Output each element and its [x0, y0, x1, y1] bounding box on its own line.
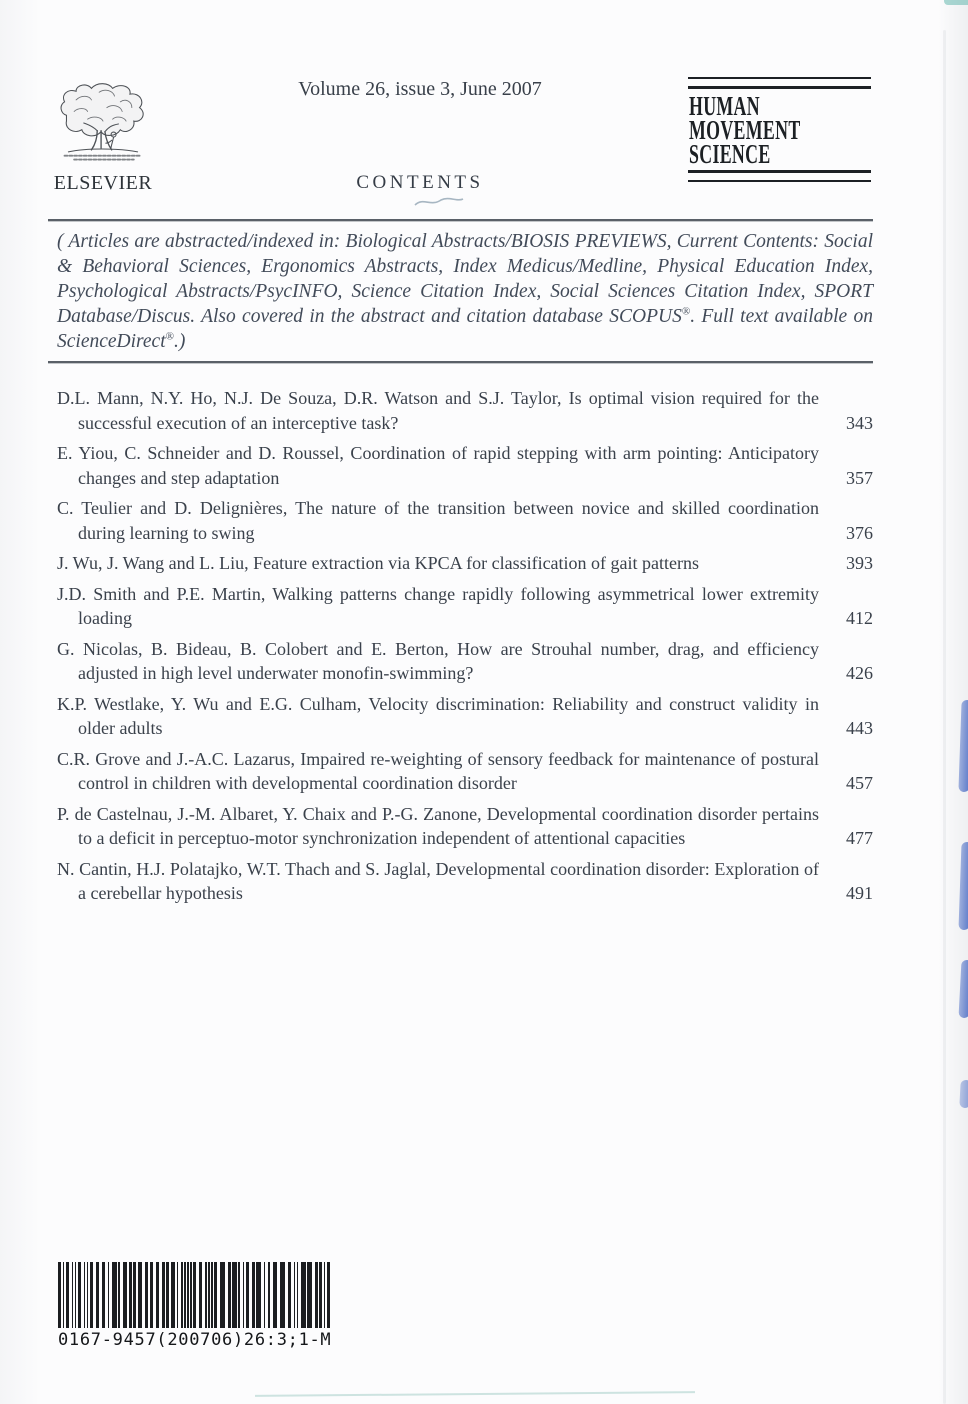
toc-entry-page: 393 [846, 553, 873, 573]
page-edge-line [943, 30, 946, 1404]
toc-entry-text: C. Teulier and D. Delignières, The nature of the transition between novice and skilled coordination during learning to swing [57, 498, 819, 543]
journal-title-line: MOVEMENT [689, 115, 801, 145]
toc-entry [57, 857, 873, 906]
toc-entry [57, 582, 873, 631]
masthead-double-rule-top [688, 77, 871, 89]
issue-header [55, 78, 785, 194]
indexing-note-text: . Full text available on ScienceDirect [57, 306, 873, 352]
issn-barcode [58, 1262, 334, 1350]
toc-entry [57, 496, 873, 545]
divider-rule-top [48, 219, 873, 221]
toc-entry [57, 386, 873, 435]
table-of-contents [57, 386, 873, 912]
toc-entry-text: K.P. Westlake, Y. Wu and E.G. Culham, Velocity discrimination: Reliability and construct validity in older adults [57, 693, 819, 738]
toc-entry-page: 412 [846, 608, 873, 628]
toc-entry [57, 637, 873, 686]
volume-issue-date: Volume 26, issue 3, June 2007 [298, 78, 542, 100]
toc-entry-page: 357 [846, 467, 873, 488]
toc-entry-page: 376 [846, 522, 873, 543]
pencil-squiggle-mark [413, 194, 465, 210]
masthead-double-rule-bottom [688, 170, 871, 182]
corner-mark [944, 0, 968, 5]
contents-heading: CONTENTS [356, 172, 484, 193]
toc-entry-page: 426 [846, 663, 873, 683]
toc-entry-text: J.D. Smith and P.E. Martin, Walking patterns change rapidly following asymmetrical lower extremity loading [57, 583, 819, 628]
journal-title [689, 91, 871, 169]
toc-entry-text: D.L. Mann, N.Y. Ho, N.J. De Souza, D.R. Watson and S.J. Taylor, Is optimal vision required for the successful execution of an interceptive task? [57, 388, 819, 433]
toc-entry-page: 343 [846, 412, 873, 433]
toc-entry [57, 802, 873, 851]
toc-entry [57, 551, 873, 576]
registered-mark: ® [681, 305, 691, 318]
toc-entry-text: C.R. Grove and J.-A.C. Lazarus, Impaired re-weighting of sensory feedback for maintenance of postural control in children with developmental coordination disorder [57, 748, 819, 793]
toc-entry [57, 692, 873, 741]
journal-title-line: SCIENCE [689, 139, 771, 169]
toc-entry-page: 477 [846, 828, 873, 848]
registered-mark: ® [165, 330, 174, 343]
scan-shadow-left [0, 0, 40, 1404]
toc-entry [57, 747, 873, 796]
toc-entry-page: 491 [846, 883, 873, 903]
toc-entry-text: P. de Castelnau, J.-M. Albaret, Y. Chaix and P.-G. Zanone, Developmental coordination disorder pertains to a deficit in perceptuo-motor synchronization independent of attentional capacities [57, 803, 819, 848]
edge-ink-mark [959, 1080, 968, 1109]
journal-title-line: HUMAN [689, 91, 760, 121]
toc-entry-text: N. Cantin, H.J. Polatajko, W.T. Thach and S. Jaglal, Developmental coordination disorder: Exploration of a cerebellar hypothesis [57, 858, 819, 903]
toc-entry-page: 443 [846, 718, 873, 738]
barcode-value: 0167-9457(200706)26:3;1-M [58, 1330, 332, 1350]
indexing-note [57, 229, 873, 354]
toc-entry-text: E. Yiou, C. Schneider and D. Roussel, Coordination of rapid stepping with arm pointing: Anticipatory changes and step adaptation [57, 443, 819, 488]
toc-entry [57, 441, 873, 490]
toc-entry-page: 457 [846, 773, 873, 793]
toc-entry-text: J. Wu, J. Wang and L. Liu, Feature extraction via KPCA for classification of gait patterns [57, 553, 700, 573]
barcode-bars [58, 1262, 330, 1328]
publisher-name: ELSEVIER [53, 172, 153, 194]
indexing-note-text: .) [174, 331, 186, 352]
bottom-scratch-mark [255, 1391, 695, 1397]
indexing-note-text: ( Articles are abstracted/indexed in: Biological Abstracts/BIOSIS PREVIEWS, Current Contents: Social & Behavioral Sciences, Ergonomics Abstracts, Index Medicus/Medline, Physical Education Index, Psychological Abstracts/PsycINFO, Science Citation Index, Social Sciences Citation Index, SPORT Database/Discus. Also covered in the abstract and citation database SCOPUS [57, 231, 873, 327]
journal-masthead [688, 77, 871, 182]
toc-entry-text: G. Nicolas, B. Bideau, B. Colobert and E. Berton, How are Strouhal number, drag, and efficiency adjusted in high level underwater monofin-swimming? [57, 638, 819, 683]
divider-rule-bottom [48, 361, 873, 363]
